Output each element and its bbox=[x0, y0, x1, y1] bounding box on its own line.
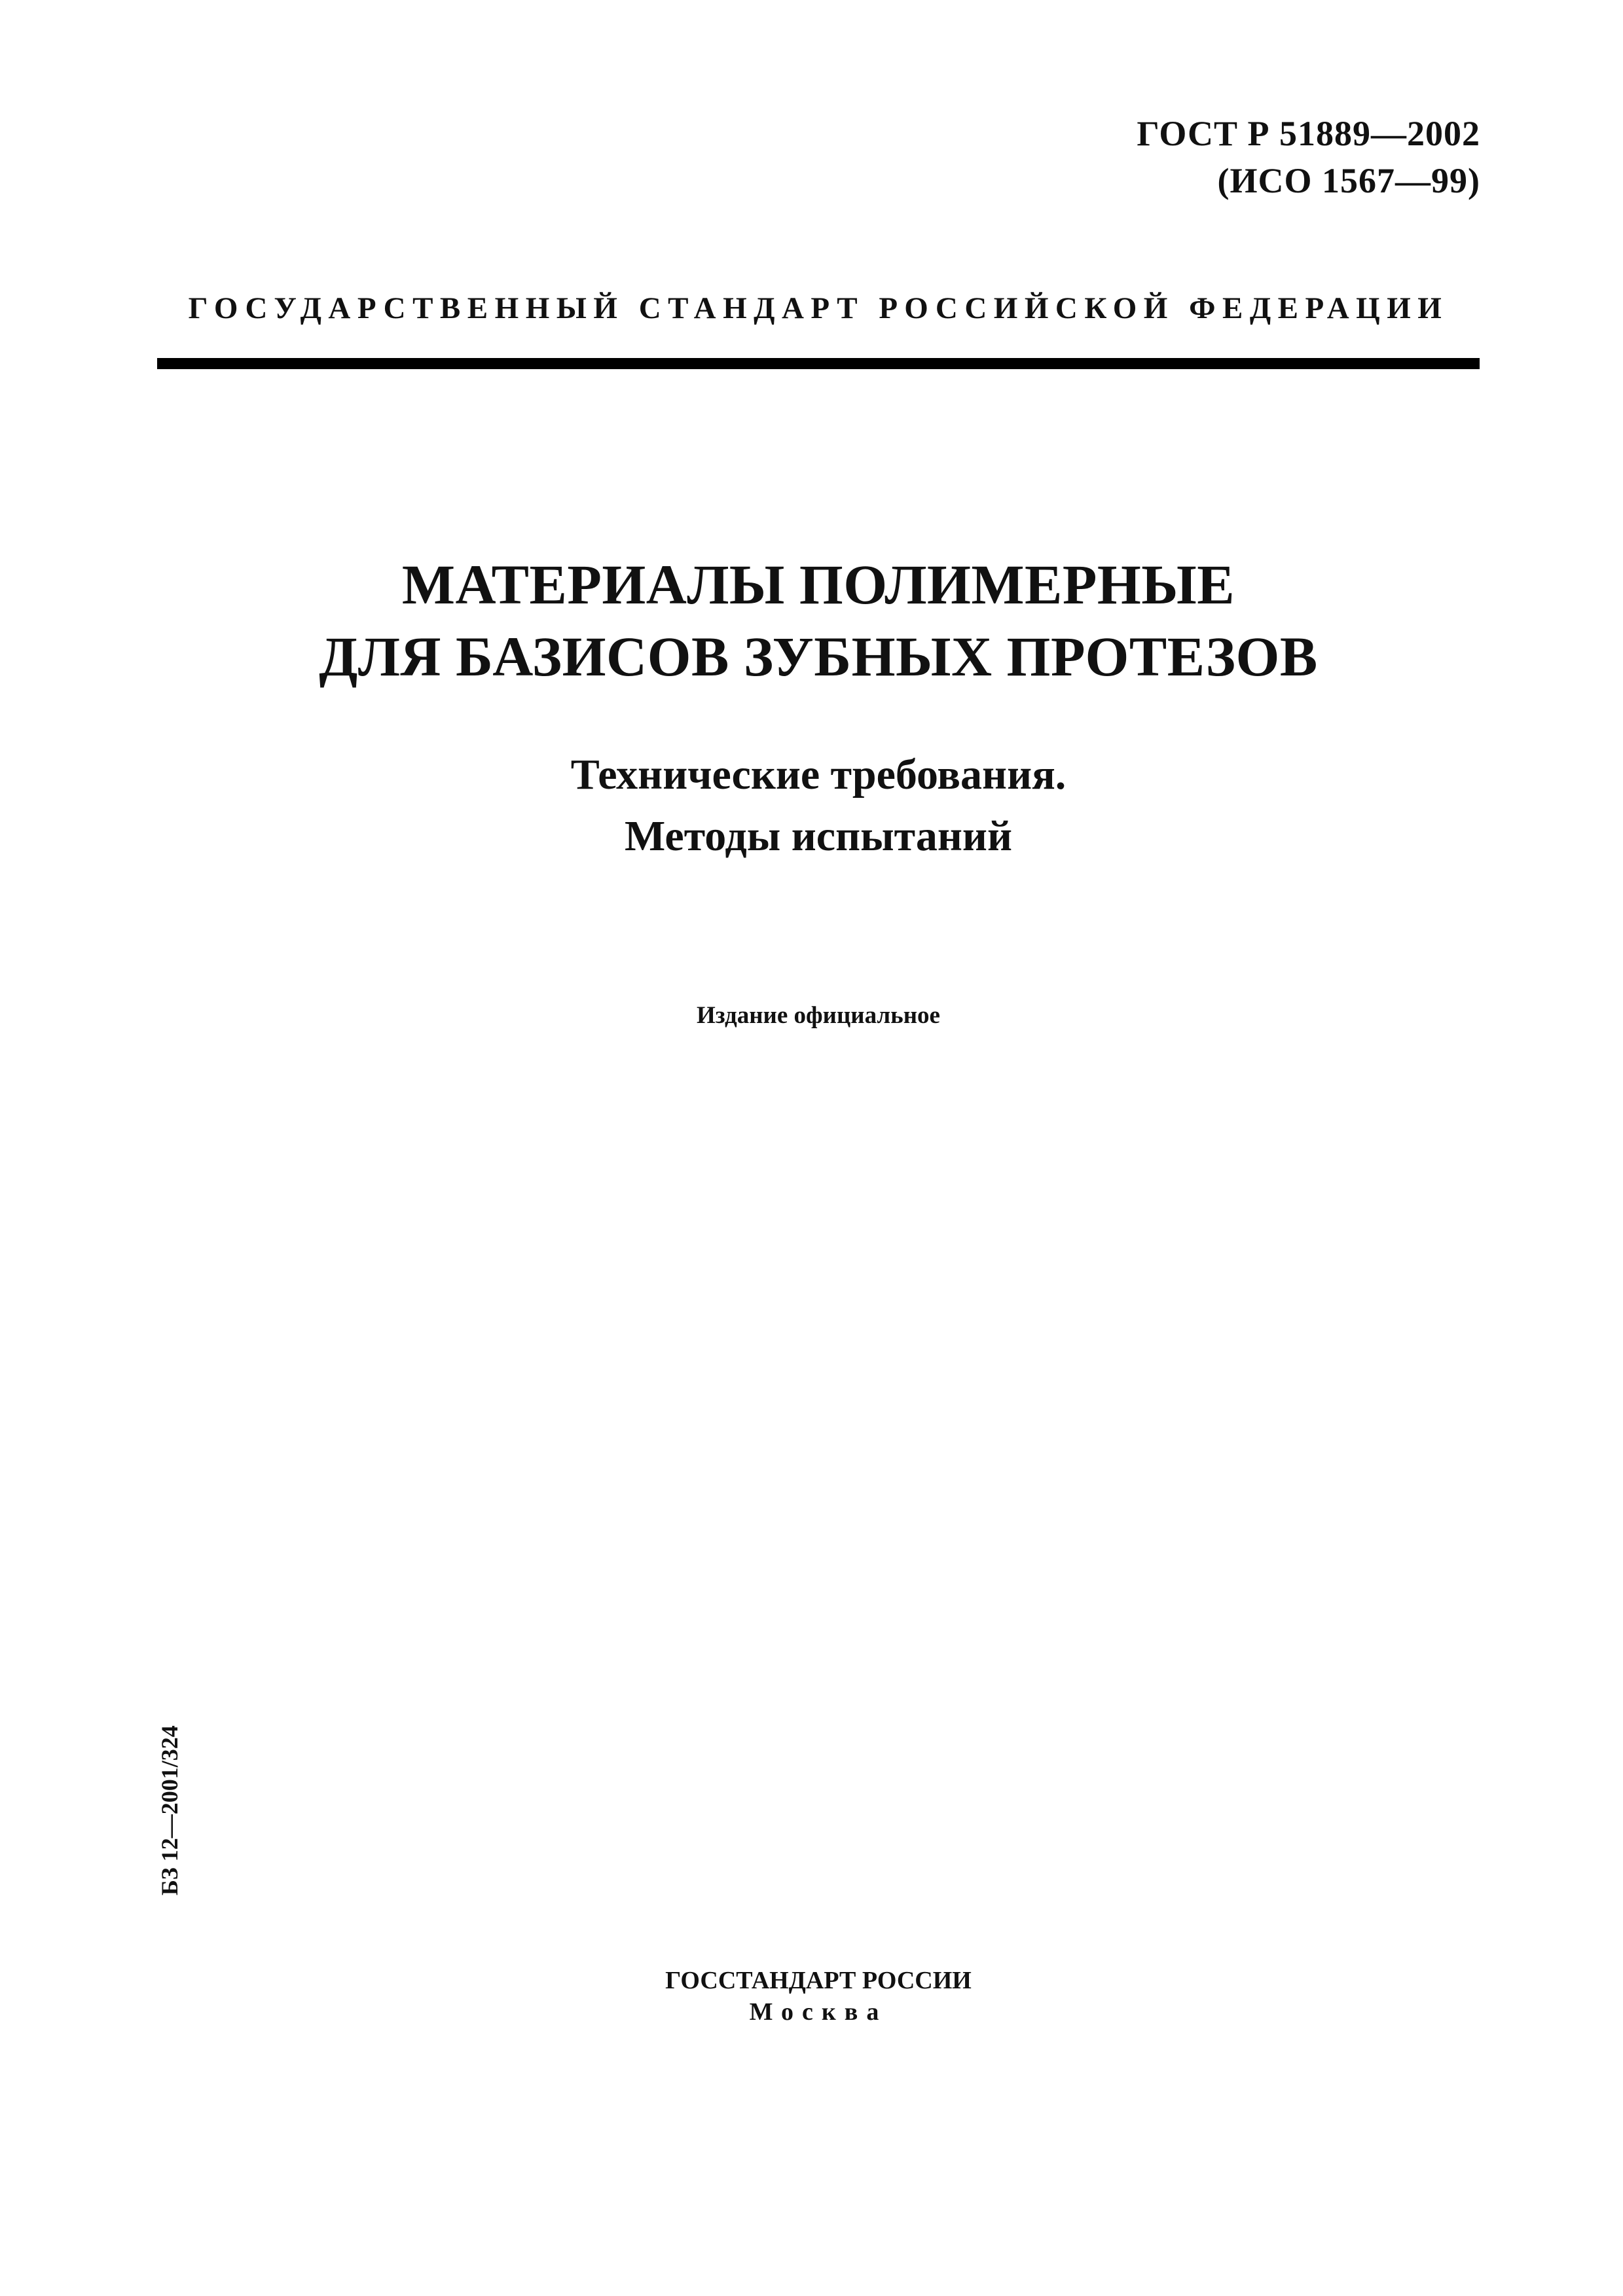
publisher-block bbox=[157, 1965, 1480, 2028]
publisher-name: ГОССТАНДАРТ РОССИИ bbox=[665, 1967, 972, 1994]
state-standard-header: ГОСУДАРСТВЕННЫЙ СТАНДАРТ РОССИЙСКОЙ ФЕДЕРАЦИИ bbox=[188, 291, 1449, 325]
subtitle-line-1: Технические требования. bbox=[570, 751, 1067, 798]
publisher-city: Москва bbox=[749, 1998, 888, 2026]
subtitle-line-2: Методы испытаний bbox=[625, 812, 1012, 860]
title-line-1: МАТЕРИАЛЫ ПОЛИМЕРНЫЕ bbox=[401, 553, 1235, 616]
iso-equivalent: (ИСО 1567—99) bbox=[1217, 161, 1480, 200]
edition-label: Издание официальное bbox=[697, 1002, 940, 1029]
document-identifiers bbox=[1137, 110, 1480, 204]
side-catalog-code-text: БЗ 12—2001/324 bbox=[156, 1725, 183, 1895]
header-rule bbox=[157, 358, 1480, 369]
standard-number: ГОСТ Р 51889—2002 bbox=[1137, 114, 1480, 153]
title-line-2: ДЛЯ БАЗИСОВ ЗУБНЫХ ПРОТЕЗОВ bbox=[319, 625, 1318, 688]
document-subtitle bbox=[157, 744, 1480, 867]
document-title bbox=[157, 548, 1480, 692]
